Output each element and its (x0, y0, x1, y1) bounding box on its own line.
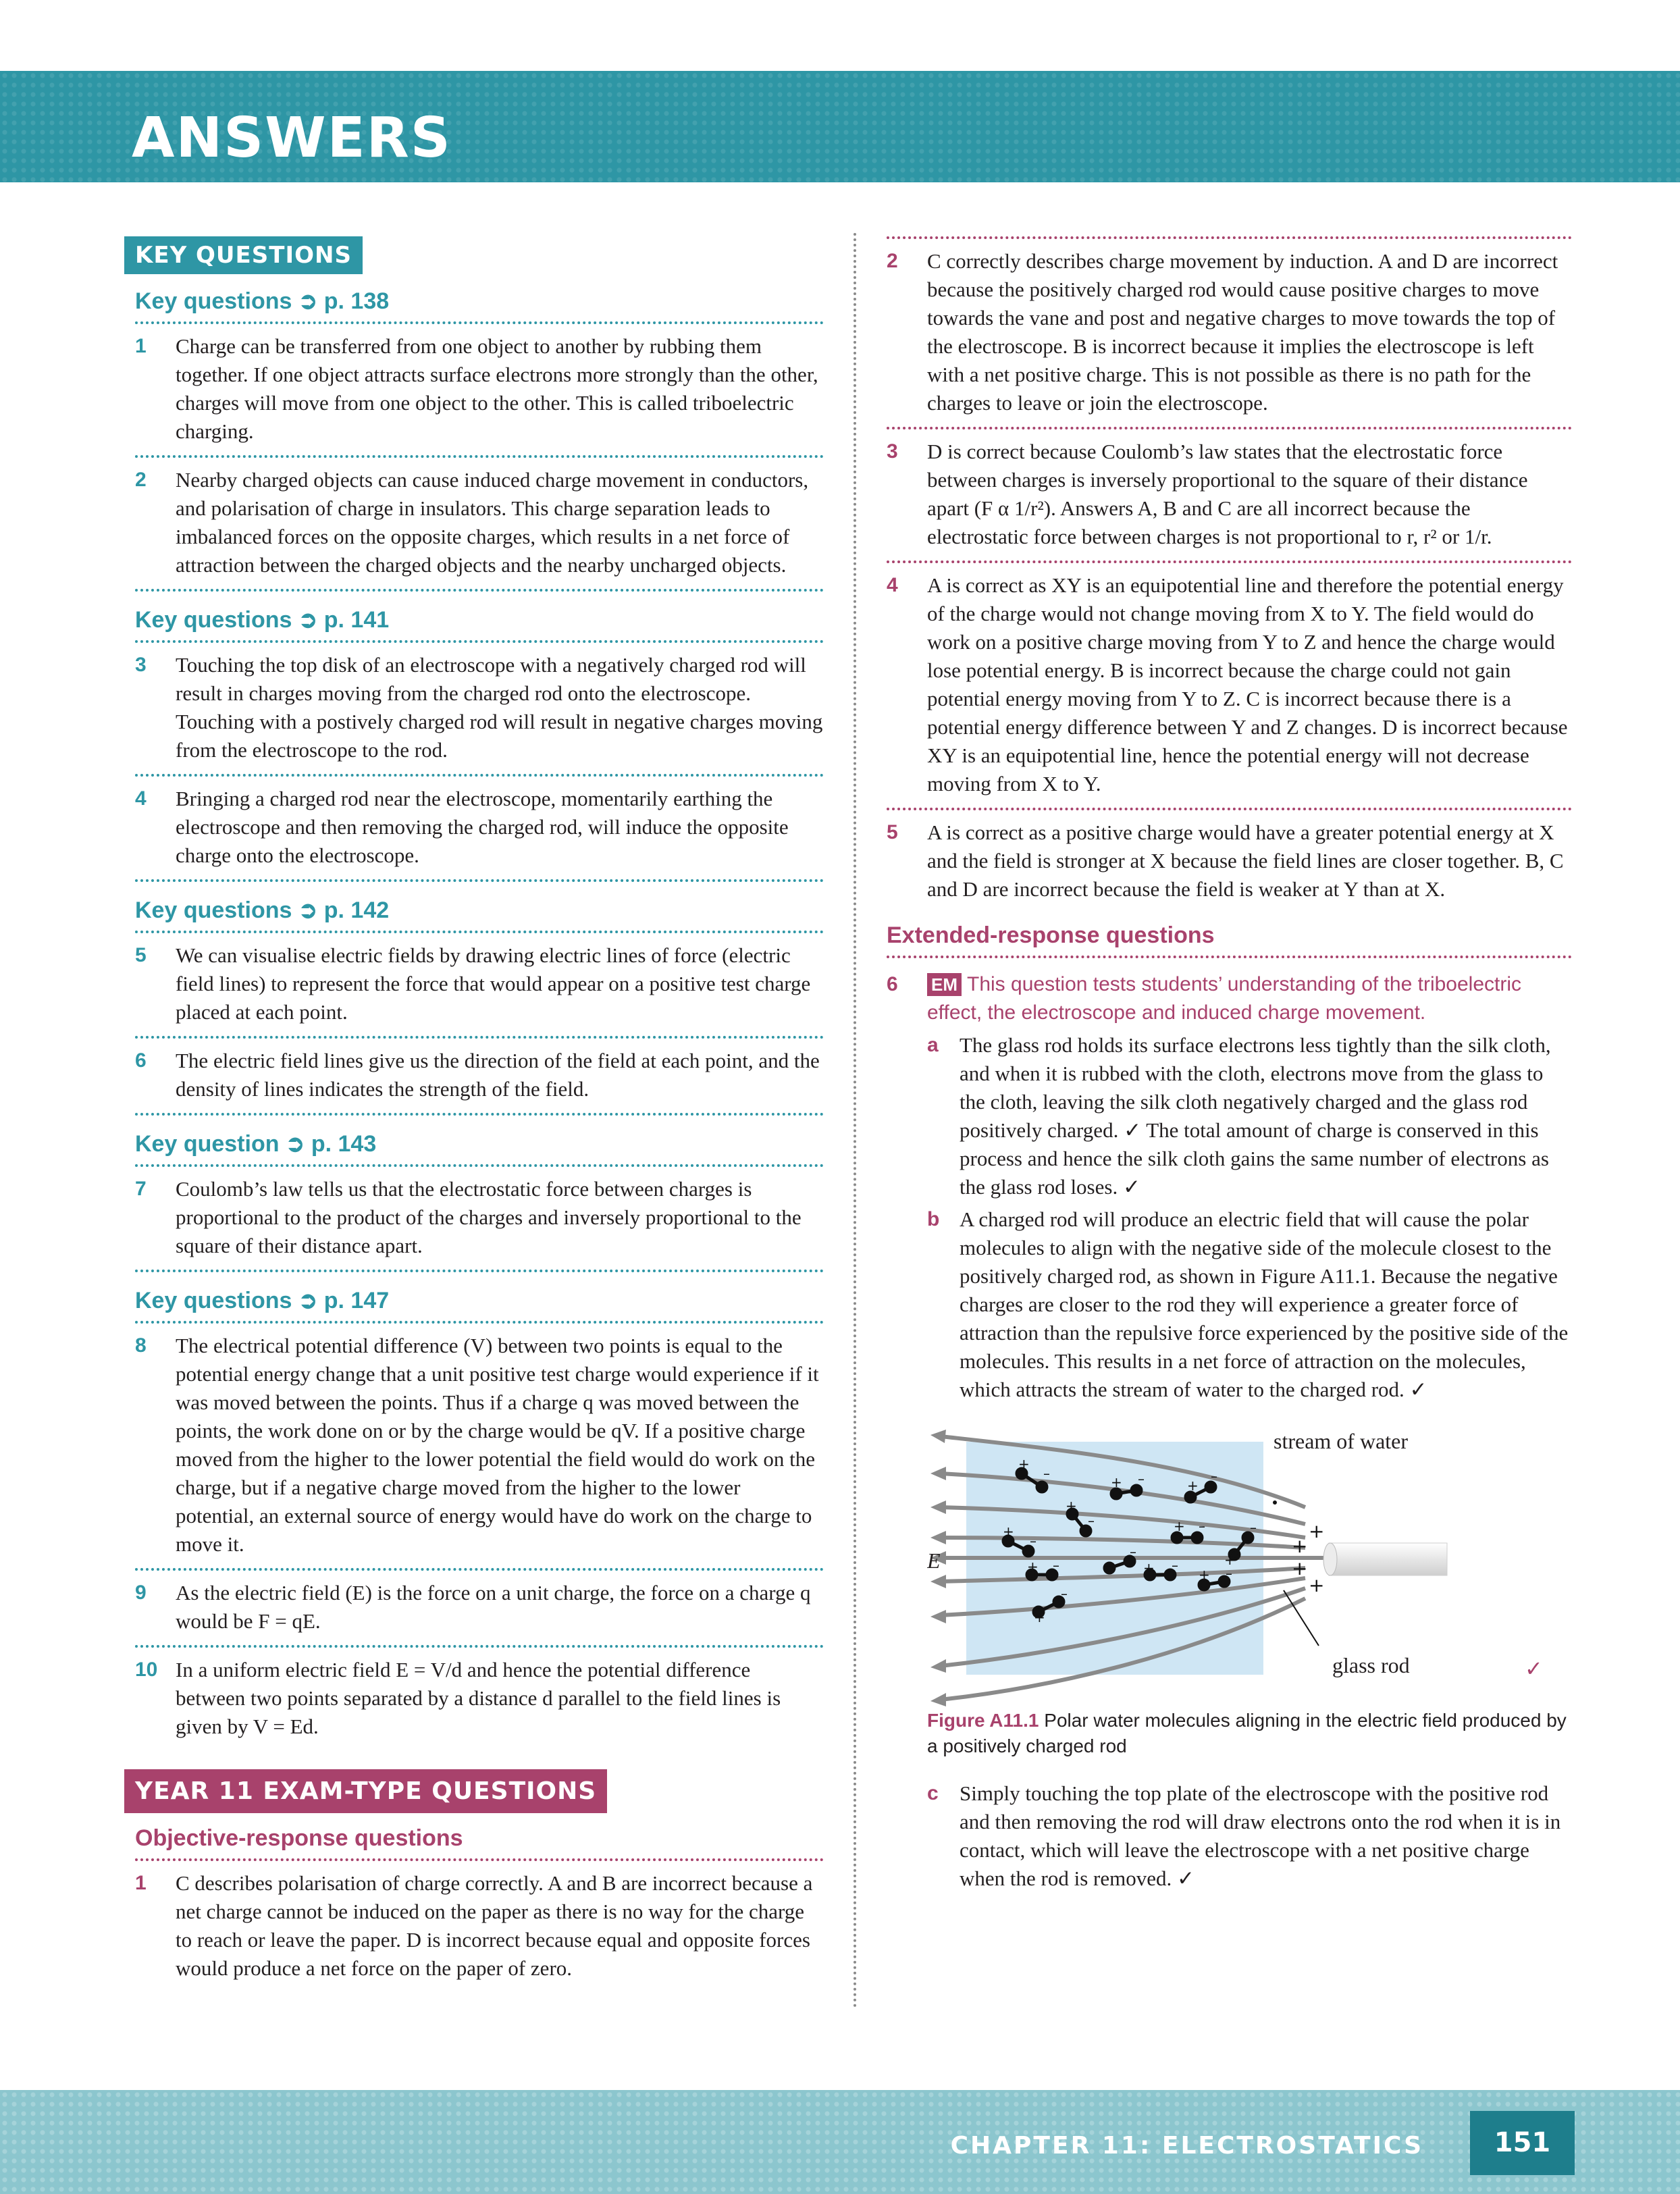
arrowhead (930, 1659, 946, 1673)
minus-sign: – (1199, 1518, 1205, 1534)
answer-text: C describes polarisation of charge correctly. A and B are incorrect because a net charge cannot be induced on the paper as there is no way for the charge to reach or leave the paper. D is incorrect because equal and opposite forces would produce a net force on the paper of zero. (176, 1871, 813, 1980)
answer-item (887, 810, 1572, 913)
arrowhead (930, 1531, 946, 1544)
answer-item (135, 1861, 824, 1992)
em-tag: EM (927, 973, 962, 996)
answer-text: Coulomb’s law tells us that the electrostatic force between charges is proportional to the product of the charges and inversely proportional to the square of their distance apart. (176, 1177, 802, 1257)
plus-sign: + (1103, 1559, 1114, 1575)
answer-text: Charge can be transferred from one object to another by rubbing them together. If one object attracts surface electrons more strongly than the other, charges will move from one object to the other. This is called triboelectric charging. (176, 334, 818, 443)
plus-sign: + (1111, 1474, 1122, 1490)
answer-item (135, 1571, 824, 1648)
page-footer (0, 2090, 1680, 2194)
answer-item (135, 324, 824, 458)
answer-text: C correctly describes charge movement by induction. A and D are incorrect because the positively charged rod would cause positive charges to move towards the vane and post and negative charges to move towards the top of the electroscope. B is incorrect because it implies the electroscope is left with a net positive charge. This is not possible as there is no path for the charges to leave or join the electroscope. (927, 249, 1558, 415)
sub-text: A charged rod will produce an electric field that will cause the polar molecules to align with the negative side of the molecule closest to the positively charged rod, as shown in Figure A11.1. Because the negative charges are closer to the rod they will experience a greater force of attraction than the repulsive force experienced by the positive side of the molecules. This results in a net force of attraction on the molecules, which attracts the stream of water to the charged rod. ✓ (960, 1207, 1569, 1401)
answer-item (135, 1324, 824, 1571)
polar-molecules-diagram (927, 1423, 1572, 1706)
sub-label: c (927, 1782, 939, 1804)
em-intro-text: This question tests students’ understanding of the triboelectric effect, the electroscope and induced charge movement. (927, 973, 1522, 1024)
field-label-e: E (927, 1548, 941, 1573)
section-heading: Key questions ➲ p. 147 (135, 1287, 824, 1324)
sub-label: b (927, 1208, 940, 1230)
answer-item (887, 239, 1572, 429)
plus-sign: + (1018, 1456, 1030, 1472)
plus-sign: + (1174, 1518, 1185, 1534)
answer-text: Bringing a charged rod near the electroscope, momentarily earthing the electroscope and then removing the charged rod, will induce the opposite charge onto the electroscope. (176, 787, 789, 867)
answer-text: The electric field lines give us the direction of the field at each point, and the density of lines indicates the strength of the field. (176, 1049, 820, 1101)
answer-number: 9 (135, 1582, 147, 1604)
plus-sign: + (1143, 1560, 1155, 1576)
answer-number: 1 (135, 1872, 147, 1894)
answer-text: A is correct as XY is an equipotential line and therefore the potential energy of the charge would not change moving from X to Y. The field would do work on a positive charge moving from Y to Z and hence the charge would lose potential energy. B is incorrect because the charge could not gain potential energy moving from Y to Z. C is incorrect because there is a potential energy difference between Y and Z changes. D is incorrect because XY is an equipotential line, hence the potential energy will not decrease moving from X to Y. (927, 573, 1568, 795)
minus-sign: – (1211, 1468, 1217, 1484)
answer-number: 1 (135, 335, 147, 357)
page-title: ANSWERS (132, 106, 452, 170)
answer-item (135, 777, 824, 882)
key-questions-badge: KEY QUESTIONS (124, 236, 363, 274)
glass-rod (1329, 1543, 1447, 1575)
answer-item (135, 1039, 824, 1116)
minus-sign: – (1226, 1565, 1232, 1582)
page-number: 151 (1470, 2111, 1575, 2175)
answer-number: 3 (135, 654, 147, 676)
arrowhead (930, 1575, 946, 1588)
column-divider (854, 233, 856, 2009)
figure-a11-1 (927, 1423, 1572, 1706)
answer-number: 6 (135, 1049, 147, 1072)
arrowhead (930, 1500, 946, 1514)
answer-item-6 (887, 958, 1572, 1413)
molecule-end (1186, 1492, 1195, 1502)
molecule-end (1132, 1486, 1141, 1495)
pointer-dot (1273, 1500, 1277, 1505)
plus-sign: + (1027, 1559, 1039, 1575)
answer-text: The electrical potential difference (V) between two points is equal to the potential energy change that a unit positive test charge would experience if it was moved between the points. Thus if a charge q was moved between the points, the work done on or by the charge would be qV. If a positive charge moved from the higher to the lower potential the field would do work on the charge, but if a negative charge moved from the higher to the lower potential, an external source of energy would have do work on the charge to move it. (176, 1334, 819, 1556)
plus-sign: + (1034, 1609, 1045, 1625)
em-intro (927, 970, 1572, 1027)
arrowhead (930, 1467, 946, 1480)
answer-number: 10 (135, 1658, 158, 1681)
minus-sign: – (1053, 1557, 1059, 1573)
caption-text: Polar water molecules aligning in the electric field produced by a positively charged rod (927, 1710, 1567, 1756)
plus-sign: + (1292, 1557, 1308, 1579)
plus-sign: + (1003, 1523, 1014, 1540)
chapter-title: CHAPTER 11: ELECTROSTATICS (950, 2132, 1423, 2160)
answer-item (887, 563, 1572, 810)
arrowhead (930, 1693, 946, 1706)
exam-questions-badge: YEAR 11 EXAM-TYPE QUESTIONS (124, 1769, 607, 1813)
answer-number: 5 (887, 821, 898, 843)
sub-label: a (927, 1034, 939, 1056)
answer-item (135, 1648, 824, 1750)
arrowhead (930, 1610, 946, 1623)
section-heading: Key questions ➲ p. 138 (135, 288, 824, 324)
answer-number: 8 (135, 1334, 147, 1357)
page-header (0, 71, 1680, 182)
answer-number: 2 (887, 250, 898, 272)
answer-item (887, 429, 1572, 563)
answer-text: Nearby charged objects can cause induced charge movement in conductors, and polarisation of charge in insulators. This charge separation leads to imbalanced forces on the opposite charges, which results in a net force of attraction between the charged objects and the nearby uncharged objects. (176, 468, 809, 577)
section-heading: Key questions ➲ p. 141 (135, 606, 824, 643)
molecule-end (1172, 1533, 1182, 1542)
minus-sign: – (1088, 1513, 1095, 1529)
answer-text: A is correct as a positive charge would have a greater potential energy at X and the field is stronger at X because the field lines are closer together. B, C and D are incorrect because the field is weaker at Y than at X. (927, 820, 1564, 901)
minus-sign: – (1061, 1586, 1068, 1602)
sub-answer-c (927, 1779, 1572, 1893)
right-column (887, 236, 1572, 1893)
minus-sign: – (1250, 1519, 1257, 1536)
figure-tick: ✓ (1525, 1656, 1543, 1681)
answer-text: We can visualise electric fields by drawing electric lines of force (electric field lines) to represent the force that would appear on a positive test charge placed at each point. (176, 943, 811, 1024)
answer-number: 4 (135, 787, 147, 810)
molecule-end (1192, 1533, 1202, 1542)
minus-sign: – (1172, 1557, 1178, 1573)
stream-label: stream of water (1274, 1429, 1409, 1453)
answer-number: 2 (135, 469, 147, 491)
answer-item (135, 933, 824, 1039)
plus-sign: + (1309, 1574, 1325, 1596)
section-heading: Key questions ➲ p. 142 (135, 897, 824, 933)
plus-sign: + (1292, 1535, 1308, 1557)
plus-sign: + (1224, 1552, 1236, 1568)
answer-text: In a uniform electric field E = V/d and hence the potential difference between two points separated by a distance d parallel to the field lines is given by V = Ed. (176, 1658, 781, 1738)
left-column (135, 236, 824, 1992)
minus-sign: – (1130, 1544, 1136, 1560)
answer-text: Touching the top disk of an electroscope with a negatively charged rod will result in charges moving from the charged rod onto the electroscope. Touching with a postively charged rod will result in negative charges moving from the electroscope to the rod. (176, 653, 823, 762)
plus-sign: + (1066, 1498, 1077, 1514)
sub-answer-a (927, 1031, 1572, 1201)
answer-item (135, 458, 824, 592)
answer-number: 4 (887, 574, 898, 596)
glass-rod-end (1323, 1543, 1337, 1575)
answer-number: 3 (887, 440, 898, 463)
sub-text: Simply touching the top plate of the electroscope with the positive rod and then removing the rod will draw electrons onto the rod when it is in contact, which will leave the electroscope with a net positive charge when the rod is removed. ✓ (960, 1781, 1561, 1890)
sub-text: The glass rod holds its surface electrons less tightly than the silk cloth, and when it is rubbed with the cloth, electrons move from the glass to the cloth, leaving the silk cloth negatively charged and the glass rod positively charged. ✓ The total amount of charge is conserved in this process and hence the silk cloth gains the same number of electrons as the glass rod loses. ✓ (960, 1033, 1551, 1199)
objective-heading: Objective-response questions (135, 1825, 824, 1861)
minus-sign: – (1138, 1471, 1145, 1487)
rod-label: glass rod (1332, 1653, 1410, 1677)
figure-caption (927, 1708, 1572, 1759)
answer-number: 7 (135, 1178, 147, 1200)
plus-sign: + (1199, 1567, 1210, 1583)
plus-sign: + (1187, 1478, 1199, 1494)
answer-number: 5 (135, 944, 147, 966)
minus-sign: – (1030, 1533, 1036, 1549)
answer-item (135, 643, 824, 777)
answer-text: D is correct because Coulomb’s law states that the electrostatic force between charges is inversely proportional to the square of their distance apart (F α 1/r²). Answers A, B and C are all incorrect because the electrostatic force between charges is not proportional to r, r² or 1/r. (927, 440, 1528, 548)
answer-number: 6 (887, 973, 898, 995)
answer-item (135, 1167, 824, 1272)
sub-answer-b (927, 1205, 1572, 1404)
arrowhead (930, 1430, 946, 1443)
answer-text: As the electric field (E) is the force on a unit charge, the force on a charge q would be F = qE. (176, 1581, 811, 1633)
extended-heading: Extended-response questions (887, 922, 1572, 958)
minus-sign: – (1043, 1465, 1050, 1482)
section-heading: Key question ➲ p. 143 (135, 1130, 824, 1167)
molecule-end (1111, 1489, 1121, 1498)
caption-number: Figure A11.1 (927, 1710, 1039, 1731)
molecule-end (1037, 1482, 1047, 1492)
plus-sign: + (1309, 1520, 1325, 1542)
